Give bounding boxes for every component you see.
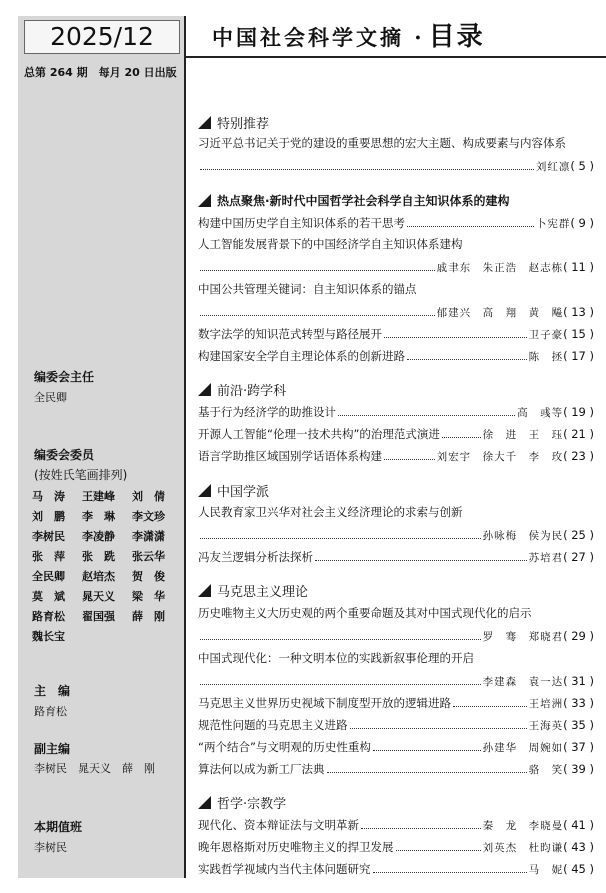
members-label: 编委会委员 bbox=[34, 448, 95, 462]
members-list bbox=[32, 486, 182, 646]
toc-entry[interactable] bbox=[198, 760, 594, 780]
article-author: 陈 拯 bbox=[528, 351, 564, 363]
article-page: ( 25 ) bbox=[563, 528, 594, 542]
member-name: 李 琳 bbox=[82, 510, 115, 523]
triangle-bullet-icon bbox=[198, 584, 211, 597]
article-author: 高 彧等 bbox=[517, 407, 564, 419]
member-name: 翟国强 bbox=[82, 610, 115, 623]
article-title: 冯友兰逻辑分析法探析 bbox=[198, 550, 313, 564]
toc-entry[interactable] bbox=[198, 347, 594, 367]
article-page: ( 19 ) bbox=[563, 405, 594, 419]
article-title: 晚年恩格斯对历史唯物主义的捍卫发展 bbox=[198, 840, 394, 854]
dot-leader bbox=[373, 860, 527, 873]
toc-entry[interactable] bbox=[198, 738, 594, 758]
article-title: 马克思主义世界历史视域下制度型开放的逻辑进路 bbox=[198, 696, 451, 710]
article-author: 刘英杰 杜昀谦 bbox=[482, 842, 564, 854]
article-author: 孙咏梅 侯为民 bbox=[482, 530, 564, 542]
dot-leader bbox=[407, 214, 534, 227]
member-name: 张 萍 bbox=[32, 550, 65, 563]
member-name: 梁 华 bbox=[132, 590, 165, 603]
article-title: “两个结合”与文明观的历史性重构 bbox=[198, 740, 371, 754]
members-row bbox=[32, 586, 182, 606]
dot-leader bbox=[453, 694, 527, 707]
section-heading bbox=[198, 480, 269, 500]
dot-leader bbox=[315, 548, 527, 561]
member-name: 莫 斌 bbox=[32, 590, 65, 603]
issue-info: 总第 264 期 每月 20 日出版 bbox=[24, 66, 177, 79]
toc-entry[interactable] bbox=[198, 627, 594, 647]
article-page: ( 21 ) bbox=[563, 427, 594, 441]
triangle-bullet-icon bbox=[198, 116, 211, 129]
deputy-label: 副主编 bbox=[34, 742, 71, 756]
article-author: 刘宏宇 徐大千 李 玫 bbox=[436, 451, 564, 463]
section-title: 哲学·宗教学 bbox=[217, 796, 287, 812]
members-row bbox=[32, 506, 182, 526]
article-page: ( 39 ) bbox=[563, 762, 594, 776]
dot-leader bbox=[200, 526, 481, 539]
members-row bbox=[32, 626, 182, 646]
section-heading bbox=[198, 580, 308, 600]
members-row bbox=[32, 606, 182, 626]
member-name: 薛 刚 bbox=[132, 610, 165, 623]
journal-name: 中国社会科学文摘 · bbox=[212, 25, 425, 50]
article-title[interactable]: 人民教育家卫兴华对社会主义经济理论的求索与创新 bbox=[198, 505, 463, 519]
triangle-bullet-icon bbox=[198, 194, 211, 207]
toc-entry[interactable] bbox=[198, 403, 594, 423]
section-title: 前沿·跨学科 bbox=[217, 383, 287, 399]
article-author: 李建森 袁一达 bbox=[482, 676, 564, 688]
members-row bbox=[32, 486, 182, 506]
article-page: ( 15 ) bbox=[563, 327, 594, 341]
article-title: 算法何以成为新工厂法典 bbox=[198, 762, 325, 776]
article-author: 戚聿东 朱正浩 赵志栋 bbox=[436, 262, 564, 274]
dot-leader bbox=[200, 303, 435, 316]
dot-leader bbox=[350, 716, 527, 729]
section-title: 热点聚焦·新时代中国哲学社会科学自主知识体系的建构 bbox=[217, 193, 510, 208]
article-title: 数字法学的知识范式转型与路径展开 bbox=[198, 327, 382, 341]
article-author: 王培洲 bbox=[528, 698, 564, 710]
chief-name: 全民卿 bbox=[34, 391, 67, 404]
member-name: 贺 俊 bbox=[132, 570, 165, 583]
toc-entry[interactable] bbox=[198, 157, 594, 177]
section-heading bbox=[198, 190, 510, 210]
duty-label: 本期值班 bbox=[34, 820, 83, 834]
article-page: ( 43 ) bbox=[563, 840, 594, 854]
article-page: ( 31 ) bbox=[563, 674, 594, 688]
members-note: (按姓氏笔画排列) bbox=[34, 468, 128, 482]
dot-leader bbox=[338, 403, 515, 416]
article-page: ( 29 ) bbox=[563, 629, 594, 643]
frame-divider-vertical bbox=[184, 16, 186, 878]
article-title[interactable]: 人工智能发展背景下的中国经济学自主知识体系建构 bbox=[198, 237, 463, 251]
section-title: 马克思主义理论 bbox=[217, 584, 309, 600]
toc-entry[interactable] bbox=[198, 838, 594, 858]
article-author: 罗 骞 郑晓君 bbox=[482, 631, 564, 643]
article-author: 卫子豪 bbox=[528, 329, 564, 341]
editor-label: 主 编 bbox=[34, 684, 71, 698]
toc-entry[interactable] bbox=[198, 447, 594, 467]
toc-entry[interactable] bbox=[198, 303, 594, 323]
article-title: 现代化、资本辩证法与文明革新 bbox=[198, 818, 359, 832]
article-title[interactable]: 历史唯物主义大历史观的两个重要命题及其对中国式现代化的启示 bbox=[198, 606, 532, 620]
dot-leader bbox=[384, 447, 435, 460]
article-page: ( 13 ) bbox=[563, 305, 594, 319]
member-name: 张 跣 bbox=[82, 550, 115, 563]
dot-leader bbox=[384, 325, 527, 338]
article-page: ( 27 ) bbox=[563, 550, 594, 564]
article-title: 基于行为经济学的助推设计 bbox=[198, 405, 336, 419]
member-name: 魏长宝 bbox=[32, 630, 65, 643]
dot-leader bbox=[361, 816, 481, 829]
member-name: 刘 倩 bbox=[132, 490, 165, 503]
article-page: ( 37 ) bbox=[563, 740, 594, 754]
article-author: 徐 进 王 珏 bbox=[482, 429, 564, 441]
article-title[interactable]: 中国式现代化：一种文明本位的实践新叙事伦理的开启 bbox=[198, 651, 474, 665]
member-name: 赵培杰 bbox=[82, 570, 115, 583]
article-page: ( 45 ) bbox=[563, 862, 594, 876]
article-page: ( 17 ) bbox=[563, 349, 594, 363]
article-author: 刘红凛 bbox=[535, 161, 571, 173]
member-name: 李文珍 bbox=[132, 510, 165, 523]
article-title: 语言学助推区域国别学话语体系构建 bbox=[198, 449, 382, 463]
article-author: 卜宪群 bbox=[535, 218, 571, 230]
article-page: ( 41 ) bbox=[563, 818, 594, 832]
member-name: 李潇潇 bbox=[132, 530, 165, 543]
article-title: 实践哲学视域内当代主体问题研究 bbox=[198, 862, 371, 876]
dot-leader bbox=[407, 347, 527, 360]
members-row bbox=[32, 566, 182, 586]
dot-leader bbox=[200, 157, 534, 170]
triangle-bullet-icon bbox=[198, 484, 211, 497]
toc-entry[interactable] bbox=[198, 860, 594, 880]
toc-entry[interactable] bbox=[198, 694, 594, 714]
article-author: 苏培君 bbox=[528, 552, 564, 564]
article-author: 秦 龙 李晓曼 bbox=[482, 820, 564, 832]
article-author: 王海英 bbox=[528, 720, 564, 732]
members-row bbox=[32, 526, 182, 546]
article-author: 郁建兴 高 翔 黄 飚 bbox=[436, 307, 564, 319]
members-row bbox=[32, 546, 182, 566]
triangle-bullet-icon bbox=[198, 796, 211, 809]
member-name: 李树民 bbox=[32, 530, 65, 543]
article-page: ( 35 ) bbox=[563, 718, 594, 732]
dot-leader bbox=[442, 425, 481, 438]
article-page: ( 23 ) bbox=[563, 449, 594, 463]
member-name: 晁天义 bbox=[82, 590, 115, 603]
journal-title bbox=[212, 20, 485, 55]
article-page: ( 5 ) bbox=[570, 159, 594, 173]
dot-leader bbox=[327, 760, 527, 773]
dot-leader bbox=[396, 838, 481, 851]
member-name: 李凌静 bbox=[82, 530, 115, 543]
issue-number: 2025/12 bbox=[24, 20, 180, 54]
deputy-names: 李树民 晁天义 薛 刚 bbox=[34, 762, 155, 775]
toc-entry[interactable] bbox=[198, 425, 594, 445]
toc-entry[interactable] bbox=[198, 214, 594, 234]
article-author: 孙建华 周婉如 bbox=[482, 742, 564, 754]
section-heading bbox=[198, 792, 286, 812]
article-title: 构建国家安全学自主理论体系的创新进路 bbox=[198, 349, 405, 363]
article-title: 规范性问题的马克思主义进路 bbox=[198, 718, 348, 732]
toc-entry[interactable] bbox=[198, 672, 594, 692]
member-name: 张云华 bbox=[132, 550, 165, 563]
toc-entry[interactable] bbox=[198, 816, 594, 836]
toc-entry[interactable] bbox=[198, 716, 594, 736]
article-title[interactable]: 中国公共管理关键词：自主知识体系的锚点 bbox=[198, 282, 417, 296]
member-name: 全民卿 bbox=[32, 570, 65, 583]
member-name: 王建峰 bbox=[82, 490, 115, 503]
article-title: 开源人工智能“伦理一技术共构”的治理范式演进 bbox=[198, 427, 440, 441]
editor-name: 路育松 bbox=[34, 705, 67, 718]
section-title: 特别推荐 bbox=[217, 116, 270, 132]
article-page: ( 9 ) bbox=[570, 216, 594, 230]
frame-divider-horizontal bbox=[184, 56, 606, 58]
section-heading bbox=[198, 379, 286, 399]
member-name: 马 涛 bbox=[32, 490, 65, 503]
member-name: 刘 鹏 bbox=[32, 510, 65, 523]
dot-leader bbox=[200, 627, 481, 640]
article-page: ( 33 ) bbox=[563, 696, 594, 710]
dot-leader bbox=[200, 672, 481, 685]
article-author: 马 妮 bbox=[528, 864, 564, 876]
toc-entry[interactable] bbox=[198, 325, 594, 345]
article-page: ( 11 ) bbox=[563, 260, 594, 274]
dot-leader bbox=[200, 258, 435, 271]
toc-entry[interactable] bbox=[198, 548, 594, 568]
toc-entry[interactable] bbox=[198, 526, 594, 546]
section-title: 中国学派 bbox=[217, 484, 270, 500]
toc-entry[interactable] bbox=[198, 258, 594, 278]
toc-label: 目录 bbox=[428, 22, 485, 52]
article-author: 骆 笑 bbox=[528, 764, 564, 776]
triangle-bullet-icon bbox=[198, 383, 211, 396]
chief-label: 编委会主任 bbox=[34, 370, 95, 384]
duty-name: 李树民 bbox=[34, 841, 67, 854]
article-title[interactable]: 习近平总书记关于党的建设的重要思想的宏大主题、构成要素与内容体系 bbox=[198, 136, 566, 150]
article-title: 构建中国历史学自主知识体系的若干思考 bbox=[198, 216, 405, 230]
section-heading bbox=[198, 112, 269, 132]
member-name: 路育松 bbox=[32, 610, 65, 623]
dot-leader bbox=[373, 738, 481, 751]
